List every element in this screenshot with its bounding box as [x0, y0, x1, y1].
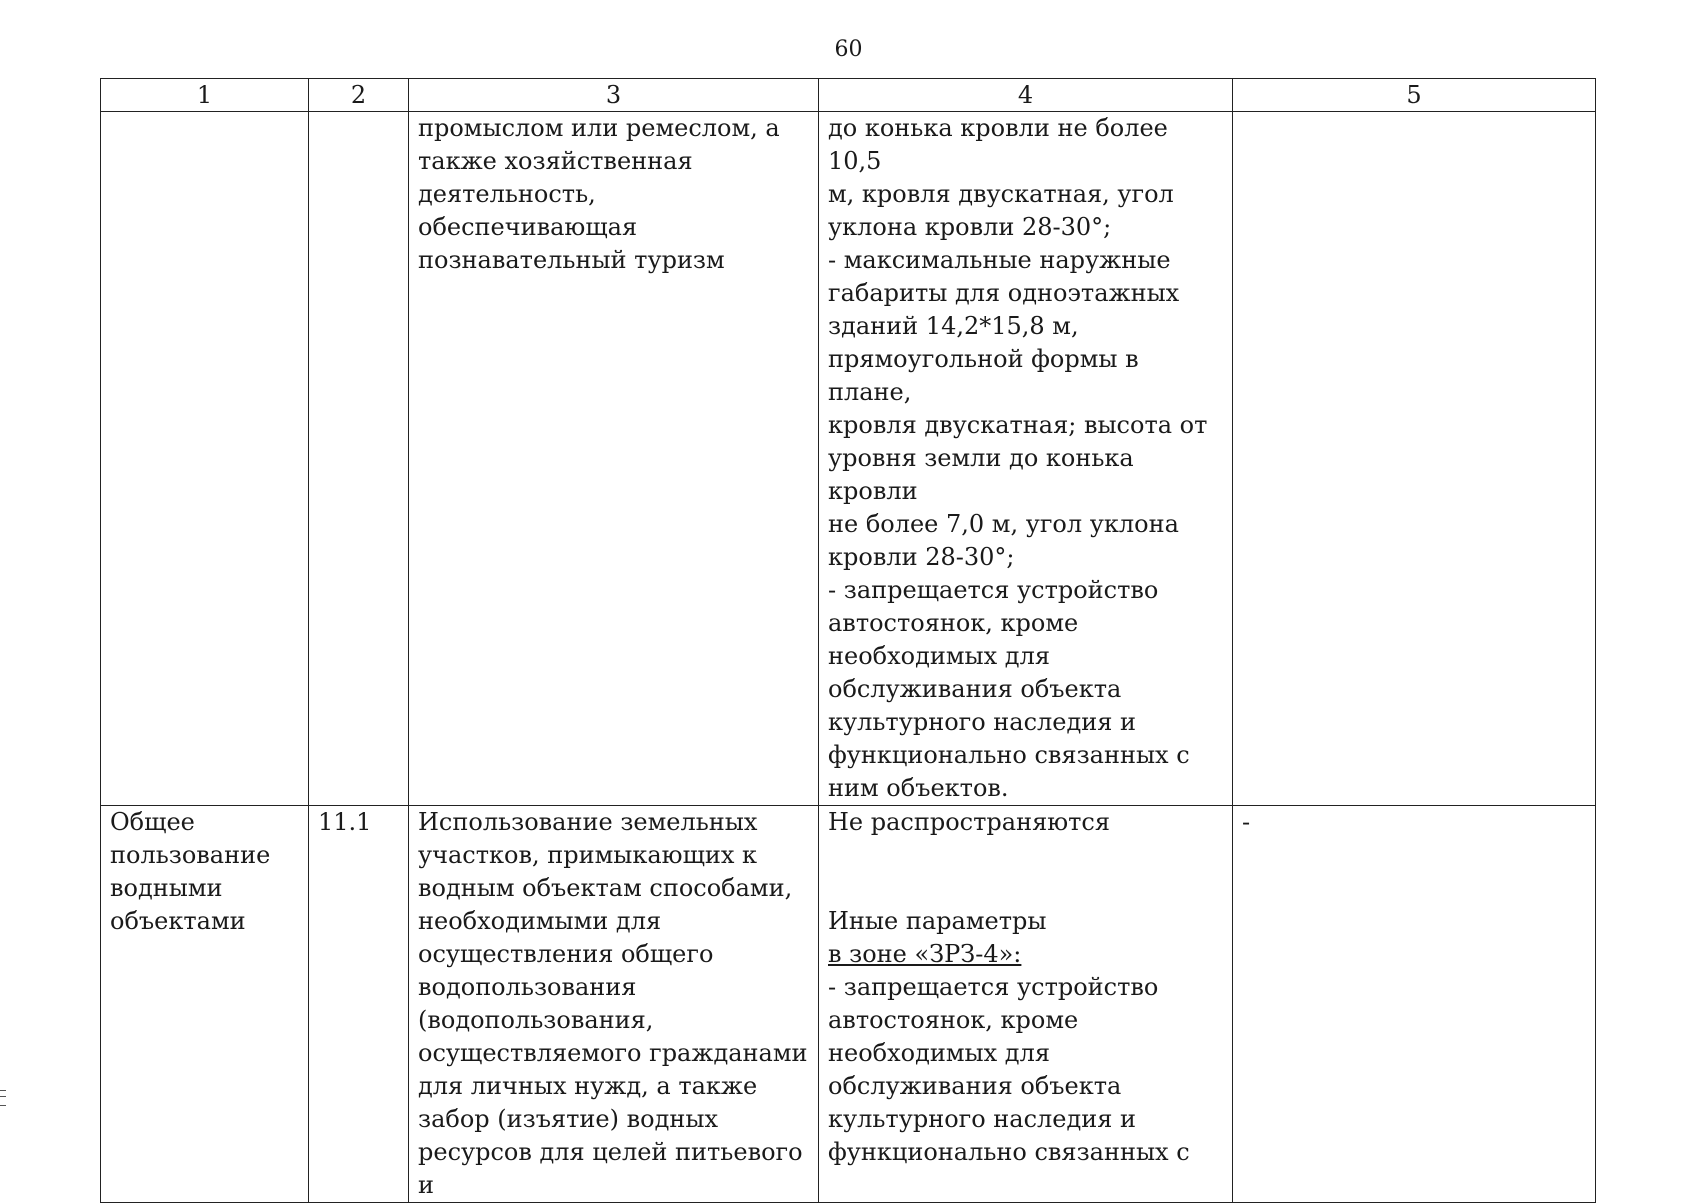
cell-land-use-type [101, 112, 309, 806]
regulations-table [100, 78, 1596, 1203]
parameters-restrictions: - запрещается устройство автостоянок, кроме необходимых для обслуживания объекта культурного наследия и функционально связанных с [828, 973, 1190, 1166]
cell-land-use-type: Общее пользование водными объектами [101, 806, 309, 1203]
cell-parameters [819, 806, 1233, 1203]
table-header-row [101, 79, 1596, 112]
header-col-1: 1 [101, 79, 309, 112]
scan-edge-mark [0, 1090, 6, 1106]
header-col-4: 4 [819, 79, 1233, 112]
header-col-3: 3 [409, 79, 819, 112]
header-col-5: 5 [1233, 79, 1596, 112]
header-col-2: 2 [309, 79, 409, 112]
cell-notes [1233, 112, 1596, 806]
cell-description: Использование земельных участков, примыкающих к водным объектам способами, необходимыми для осуществления общего водопользования (водопользования, осуществляемого гражданами для личных нужд, а также забор (изъятие) водных ресурсов для целей питьевого и [409, 806, 819, 1203]
cell-notes: - [1233, 806, 1596, 1203]
cell-code [309, 112, 409, 806]
cell-parameters: до конька кровли не более 10,5 м, кровля двускатная, угол уклона кровли 28-30°; - максимальные наружные габариты для одноэтажных зданий 14,2*15,8 м, прямоугольной формы в плане, кровля двускатная; высота от уровня земли до конька кровли не более 7,0 м, угол уклона кровли 28-30°; - запрещается устройство автостоянок, кроме необходимых для обслуживания объекта культурного наследия и функционально связанных с ним объектов. [819, 112, 1233, 806]
cell-description: промыслом или ремеслом, а также хозяйственная деятельность, обеспечивающая познавательный туризм [409, 112, 819, 806]
cell-code: 11.1 [309, 806, 409, 1203]
page-number: 60 [834, 37, 863, 62]
parameters-not-applicable: Не распространяются [828, 808, 1110, 836]
other-parameters-heading: Иные параметры [828, 907, 1047, 935]
table-row [101, 112, 1596, 806]
table-row [101, 806, 1596, 1203]
zone-heading: в зоне «ЗРЗ-4»: [828, 940, 1022, 968]
